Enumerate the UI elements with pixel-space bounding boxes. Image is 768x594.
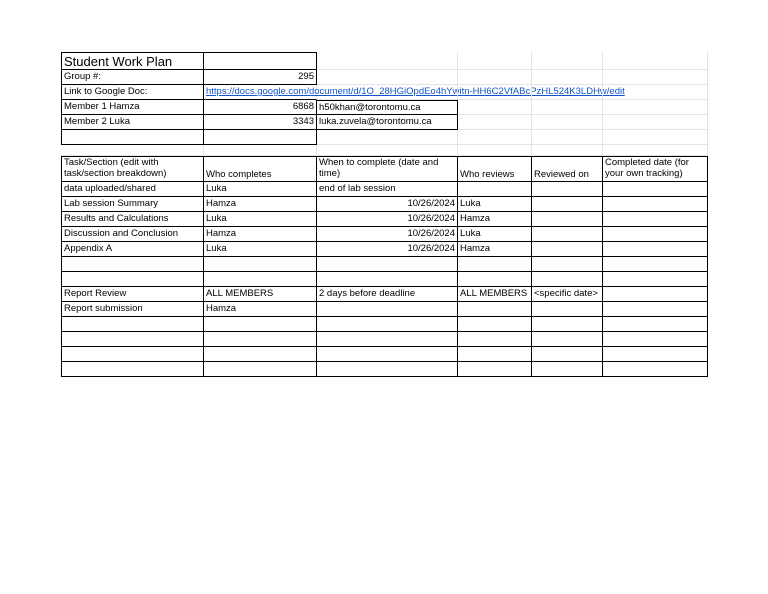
who-cell[interactable]: Hamza [204,197,317,212]
grid-cell[interactable] [317,52,458,70]
when-cell[interactable]: 10/26/2024 [317,197,458,212]
header-reviewer[interactable]: Who reviews [458,156,532,182]
member-row [61,115,708,130]
who-cell[interactable] [204,332,317,347]
doc-link-row [61,85,708,100]
who-cell[interactable] [204,317,317,332]
header-reviewed-on[interactable]: Reviewed on [532,156,603,182]
when-cell[interactable] [317,332,458,347]
task-cell[interactable]: Report submission [61,302,204,317]
who-cell[interactable]: Hamza [204,227,317,242]
header-task[interactable]: Task/Section (edit with task/section breakdown) [61,156,204,182]
when-cell[interactable]: 10/26/2024 [317,212,458,227]
completed-cell[interactable] [603,212,708,227]
who-cell[interactable] [204,347,317,362]
completed-cell[interactable] [603,197,708,212]
member-email[interactable]: luka.zuvela@torontomu.ca [317,115,458,130]
reviewed-on-cell[interactable] [532,347,603,362]
who-cell[interactable]: Hamza [204,302,317,317]
reviewer-cell[interactable]: ALL MEMBERS [458,287,532,302]
table-row [61,332,708,347]
doc-link[interactable]: https://docs.google.com/document/d/1O_28HGiOpdEo4hYwitn-HH6C2VfABcPzHL524K3LDHw/edit [204,85,317,100]
task-cell[interactable] [61,317,204,332]
task-cell[interactable] [61,332,204,347]
grid-cell[interactable] [61,145,204,156]
task-cell[interactable]: Appendix A [61,242,204,257]
table-row [61,362,708,377]
task-cell[interactable]: Report Review [61,287,204,302]
who-cell[interactable]: Luka [204,182,317,197]
reviewed-on-cell[interactable] [532,227,603,242]
table-row [61,242,708,257]
when-cell[interactable] [317,272,458,287]
reviewed-on-cell[interactable] [532,332,603,347]
reviewer-cell[interactable] [458,302,532,317]
completed-cell[interactable] [603,227,708,242]
grid-cell[interactable] [458,100,532,115]
member-email[interactable]: h50khan@torontomu.ca [317,100,458,115]
sheet-title[interactable]: Student Work Plan [61,52,204,70]
completed-cell[interactable] [603,272,708,287]
empty-row [61,130,708,145]
when-cell[interactable]: 10/26/2024 [317,227,458,242]
completed-cell[interactable] [603,287,708,302]
table-row [61,227,708,242]
grid-cell[interactable] [458,130,532,145]
reviewed-on-cell[interactable] [532,317,603,332]
reviewer-cell[interactable]: Hamza [458,242,532,257]
task-cell[interactable] [61,257,204,272]
task-cell[interactable] [61,272,204,287]
spacer-row [61,145,708,156]
grid-cell[interactable] [603,52,708,70]
completed-cell[interactable] [603,347,708,362]
when-cell[interactable] [317,317,458,332]
reviewer-cell[interactable] [458,182,532,197]
reviewer-cell[interactable]: Luka [458,197,532,212]
when-cell[interactable]: end of lab session [317,182,458,197]
reviewed-on-cell[interactable] [532,242,603,257]
grid-cell[interactable] [603,115,708,130]
title-empty-cell[interactable] [204,52,317,70]
when-cell[interactable]: 10/26/2024 [317,242,458,257]
reviewed-on-cell[interactable] [532,302,603,317]
task-cell[interactable]: Results and Calculations [61,212,204,227]
member-id[interactable]: 3343 [204,115,317,130]
title-row [61,52,708,70]
reviewer-cell[interactable]: Hamza [458,212,532,227]
grid-cell[interactable] [458,115,532,130]
reviewer-cell[interactable]: Luka [458,227,532,242]
grid-cell[interactable] [532,100,603,115]
grid-cell[interactable] [532,85,603,100]
grid-cell[interactable] [603,100,708,115]
group-row [61,70,708,85]
grid-cell[interactable] [317,130,458,145]
table-row [61,212,708,227]
grid-cell[interactable] [458,52,532,70]
task-cell[interactable]: Discussion and Conclusion [61,227,204,242]
completed-cell[interactable] [603,362,708,377]
reviewed-on-cell[interactable] [532,197,603,212]
grid-cell[interactable] [603,70,708,85]
reviewer-cell[interactable] [458,332,532,347]
table-row [61,197,708,212]
who-cell[interactable] [204,257,317,272]
completed-cell[interactable] [603,257,708,272]
who-cell[interactable] [204,272,317,287]
table-row [61,182,708,197]
when-cell[interactable] [317,257,458,272]
member-id[interactable]: 6868 [204,100,317,115]
grid-cell[interactable] [532,145,603,156]
grid-cell[interactable] [317,145,458,156]
when-cell[interactable] [317,347,458,362]
completed-cell[interactable] [603,182,708,197]
reviewer-cell[interactable] [458,362,532,377]
table-row [61,257,708,272]
group-number[interactable]: 295 [204,70,317,85]
task-cell[interactable] [61,347,204,362]
when-cell[interactable] [317,302,458,317]
grid-cell[interactable] [204,145,317,156]
grid-cell[interactable] [61,130,204,145]
doc-link-label[interactable]: Link to Google Doc: [61,85,204,100]
header-who[interactable]: Who completes [204,156,317,182]
completed-cell[interactable] [603,302,708,317]
header-completed[interactable]: Completed date (for your own tracking) [603,156,708,182]
task-table-body [61,182,708,377]
reviewed-on-cell[interactable] [532,362,603,377]
reviewer-cell[interactable] [458,347,532,362]
who-cell[interactable]: Luka [204,242,317,257]
grid-cell[interactable] [317,85,458,100]
table-row [61,272,708,287]
table-row [61,347,708,362]
completed-cell[interactable] [603,242,708,257]
table-row [61,302,708,317]
task-cell[interactable]: data uploaded/shared [61,182,204,197]
task-cell[interactable] [61,362,204,377]
completed-cell[interactable] [603,317,708,332]
grid-cell[interactable] [458,70,532,85]
member-name[interactable]: Member 1 Hamza [61,100,204,115]
when-cell[interactable] [317,362,458,377]
grid-cell[interactable] [532,130,603,145]
task-cell[interactable]: Lab session Summary [61,197,204,212]
grid-cell[interactable] [458,85,532,100]
grid-cell[interactable] [603,85,708,100]
grid-cell[interactable] [603,130,708,145]
grid-cell[interactable] [458,145,532,156]
member-row [61,100,708,115]
reviewed-on-cell[interactable] [532,272,603,287]
who-cell[interactable]: Luka [204,212,317,227]
reviewed-on-cell[interactable]: <specific date> [532,287,603,302]
reviewer-cell[interactable] [458,317,532,332]
completed-cell[interactable] [603,332,708,347]
grid-cell[interactable] [532,115,603,130]
grid-cell[interactable] [532,52,603,70]
task-header-row [61,156,708,182]
when-cell[interactable]: 2 days before deadline [317,287,458,302]
header-when[interactable]: When to complete (date and time) [317,156,458,182]
reviewer-cell[interactable] [458,257,532,272]
reviewed-on-cell[interactable] [532,257,603,272]
reviewer-cell[interactable] [458,272,532,287]
who-cell[interactable]: ALL MEMBERS [204,287,317,302]
member-name[interactable]: Member 2 Luka [61,115,204,130]
reviewed-on-cell[interactable] [532,212,603,227]
work-plan-sheet [61,52,708,377]
reviewed-on-cell[interactable] [532,182,603,197]
table-row [61,317,708,332]
grid-cell[interactable] [603,145,708,156]
grid-cell[interactable] [532,70,603,85]
grid-cell[interactable] [204,130,317,145]
table-row [61,287,708,302]
grid-cell[interactable] [317,70,458,85]
who-cell[interactable] [204,362,317,377]
group-label[interactable]: Group #: [61,70,204,85]
